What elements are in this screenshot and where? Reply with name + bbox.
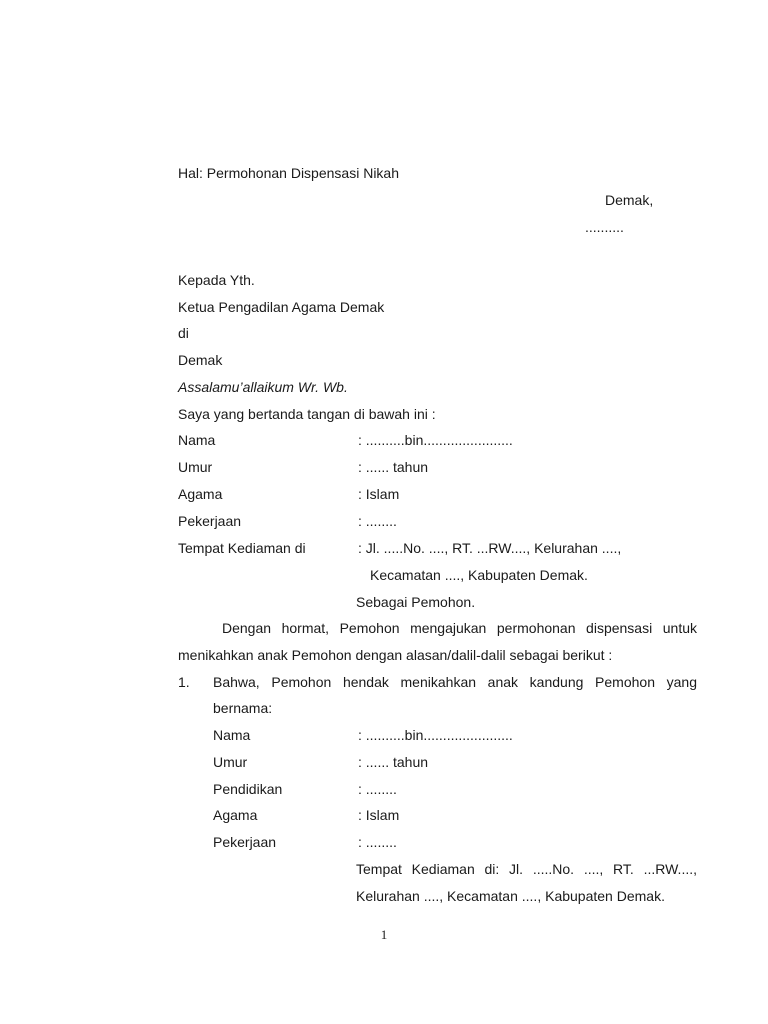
- applicant-umur-value: : ...... tahun: [358, 459, 429, 475]
- item-number: 1.: [178, 674, 190, 690]
- child-tempat-line-1: Tempat Kediaman di: Jl. .....No. ...., RT. ...RW....,: [356, 861, 697, 877]
- greeting: Assalamu’allaikum Wr. Wb.: [178, 379, 348, 395]
- child-umur-value: : ...... tahun: [358, 754, 429, 770]
- child-agama-label: Agama: [213, 807, 258, 823]
- child-tempat-line-2: Kelurahan ...., Kecamatan ...., Kabupaten Demak.: [356, 888, 665, 904]
- child-pekerjaan-label: Pekerjaan: [213, 834, 277, 850]
- applicant-agama-label: Agama: [178, 486, 223, 502]
- applicant-umur-label: Umur: [178, 459, 213, 475]
- item-line-2: bernama:: [213, 700, 273, 716]
- child-nama-label: Nama: [213, 727, 251, 743]
- child-pekerjaan-value: : ........: [358, 834, 397, 850]
- place-date: ..........: [585, 219, 624, 235]
- subject-line: Hal: Permohonan Dispensasi Nikah: [178, 165, 399, 181]
- applicant-pekerjaan-label: Pekerjaan: [178, 513, 242, 529]
- applicant-agama-value: : Islam: [358, 486, 400, 502]
- paragraph-line-2: menikahkan anak Pemohon dengan alasan/dalil-dalil sebagai berikut :: [178, 647, 613, 663]
- page-number: 1: [380, 927, 388, 942]
- place-city: Demak,: [605, 192, 654, 208]
- child-pendidikan-value: : ........: [358, 781, 397, 797]
- addressee-kepada: Kepada Yth.: [178, 272, 255, 288]
- paragraph-line-1: Dengan hormat, Pemohon mengajukan permohonan dispensasi untuk: [222, 620, 697, 636]
- applicant-nama-value: : ..........bin.......................: [358, 432, 513, 448]
- applicant-tempat-value-2: Kecamatan ...., Kabupaten Demak.: [370, 567, 588, 583]
- applicant-pekerjaan-value: : ........: [358, 513, 397, 529]
- addressee-di: di: [178, 325, 189, 341]
- child-pendidikan-label: Pendidikan: [213, 781, 283, 797]
- child-umur-label: Umur: [213, 754, 248, 770]
- item-line-1: Bahwa, Pemohon hendak menikahkan anak kandung Pemohon yang: [213, 674, 697, 690]
- applicant-role: Sebagai Pemohon.: [356, 594, 476, 610]
- child-agama-value: : Islam: [358, 807, 400, 823]
- applicant-tempat-label: Tempat Kediaman di: [178, 540, 306, 556]
- applicant-nama-label: Nama: [178, 432, 216, 448]
- applicant-tempat-value-1: : Jl. .....No. ...., RT. ...RW...., Kelurahan ....,: [358, 540, 622, 556]
- addressee-kota: Demak: [178, 352, 223, 368]
- child-nama-value: : ..........bin.......................: [358, 727, 513, 743]
- addressee-ketua: Ketua Pengadilan Agama Demak: [178, 299, 385, 315]
- intro-text: Saya yang bertanda tangan di bawah ini :: [178, 406, 436, 422]
